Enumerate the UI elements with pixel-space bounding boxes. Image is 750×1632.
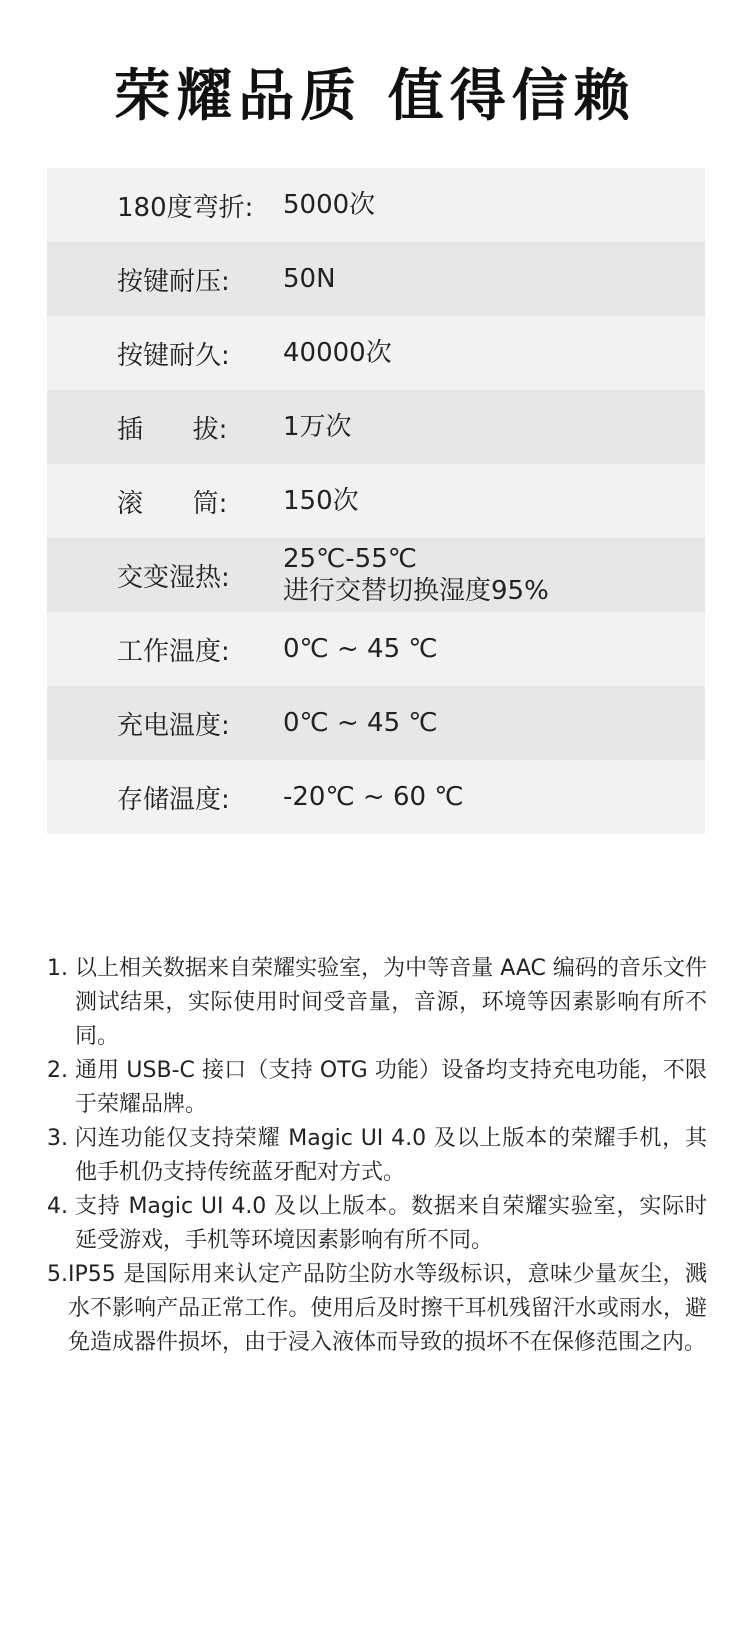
footnote-item [47,1190,707,1258]
spec-table [47,168,705,834]
spec-row [47,464,705,538]
spec-row [47,686,705,760]
spec-label: 插 拔: [117,414,228,445]
footnote-text: 支持 Magic UI 4.0 及以上版本。数据来自荣耀实验室，实际时延受游戏，手机等环境因素影响有所不同。 [74,1194,707,1253]
spec-value: 5000次 [283,190,376,220]
spec-label: 滚 筒: [117,488,228,519]
spec-value: 0℃ ~ 45 ℃ [283,634,438,664]
footnote-number: 4. [47,1194,75,1219]
footnote-text: 通用 USB-C 接口（支持 OTG 功能）设备均支持充电功能，不限于荣耀品牌。 [74,1058,707,1117]
spec-row [47,242,705,316]
footnote-text: 闪连功能仅支持荣耀 Magic UI 4.0 及以上版本的荣耀手机，其他手机仍支持传统蓝牙配对方式。 [74,1126,707,1185]
spec-value: 0℃ ~ 45 ℃ [283,708,438,738]
footnote-item [47,1054,707,1122]
spec-row [47,760,705,834]
spec-row [47,538,705,612]
spec-value: -20℃ ~ 60 ℃ [283,782,464,812]
footnote-item [47,1122,707,1190]
spec-row [47,390,705,464]
spec-label: 工作温度: [117,636,230,667]
spec-row [47,168,705,242]
footnote-number: 2. [47,1058,75,1083]
footnote-number: 3. [47,1126,75,1151]
spec-value: 25℃-55℃ 进行交替切换湿度95% [283,544,549,606]
footnote-text: IP55 是国际用来认定产品防尘防水等级标识，意味少量灰尘，溅水不影响产品正常工作。使用后及时擦干耳机残留汗水或雨水，避免造成器件损坏，由于浸入液体而导致的损坏不在保修范围之内。 [68,1262,707,1355]
spec-label: 180度弯折: [117,192,254,223]
footnote-text: 以上相关数据来自荣耀实验室，为中等音量 AAC 编码的音乐文件测试结果，实际使用时间受音量，音源，环境等因素影响有所不同。 [74,956,707,1049]
footnote-item [47,952,707,1054]
footnotes [47,952,707,1360]
spec-label: 按键耐压: [117,266,230,297]
footnote-number: 1. [47,956,75,981]
spec-label: 按键耐久: [117,340,230,371]
spec-value: 40000次 [283,338,392,368]
page-title: 荣耀品质 值得信赖 [114,64,636,129]
footnote-item [47,1258,707,1360]
spec-value: 150次 [283,486,359,516]
spec-label: 存储温度: [117,784,230,815]
spec-row [47,612,705,686]
spec-label: 充电温度: [117,710,230,741]
spec-label: 交变湿热: [117,562,230,593]
footnote-number: 5. [47,1262,68,1287]
spec-value: 50N [283,264,336,294]
spec-value: 1万次 [283,412,352,442]
spec-row [47,316,705,390]
